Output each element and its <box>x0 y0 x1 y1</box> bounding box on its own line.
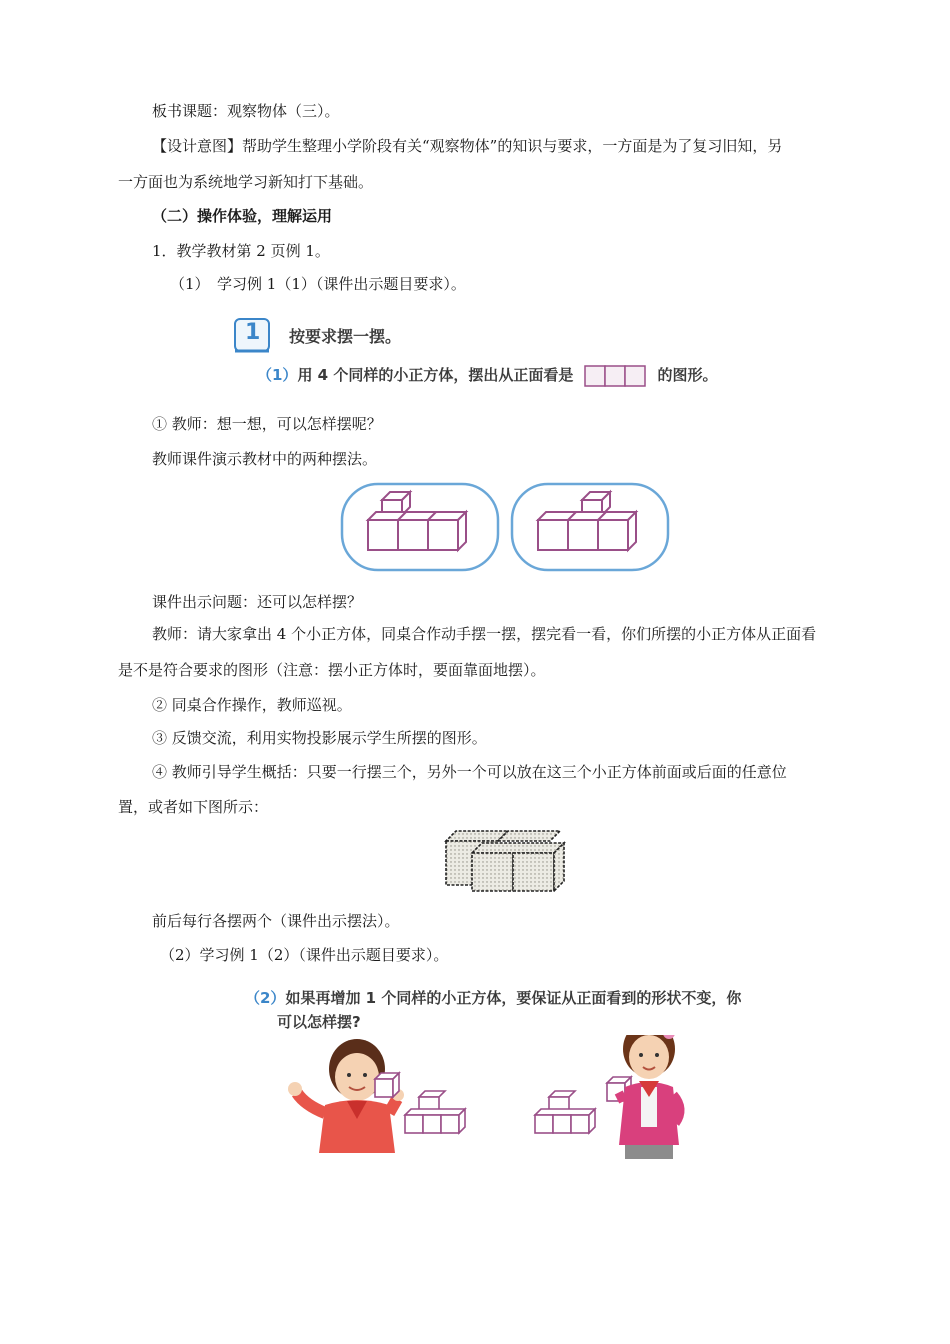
teacher-instruction-line-1: 教师：请大家拿出 4 个小正方体，同桌合作动手摆一摆，摆完看一看，你们所摆的小正方体从正面看 <box>152 625 817 643</box>
two-rows-cubes-figure <box>442 825 568 895</box>
question-number: （1） <box>257 366 298 384</box>
summary-line-1: ④ 教师引导学生概括：只要一行摆三个，另外一个可以放在这三个小正方体前面或后面的任意位 <box>152 763 787 781</box>
girl-table-cubes <box>535 1091 595 1133</box>
example-number: 1 <box>245 320 261 345</box>
held-cube-boy <box>375 1073 399 1097</box>
substep-1-line: （1） 学习例 1（1）（课件出示题目要求）。 <box>170 275 466 293</box>
front-view-three-squares-icon <box>584 365 646 387</box>
two-arrangements-figure <box>340 482 670 574</box>
design-intent-line-1: 【设计意图】帮助学生整理小学阶段有关“观察物体”的知识与要求，一方面是为了复习旧知，另 <box>152 137 783 155</box>
pair-work-line: ② 同桌合作操作，教师巡视。 <box>152 696 352 714</box>
feedback-line: ③ 反馈交流，利用实物投影展示学生所摆的图形。 <box>152 729 487 747</box>
summary-line-2: 置，或者如下图所示： <box>118 798 269 816</box>
teacher-demo-line: 教师课件演示教材中的两种摆法。 <box>152 450 378 468</box>
children-with-cubes-illustration <box>245 1035 765 1160</box>
substep-2-line: （2）学习例 1（2）（课件出示题目要求）。 <box>160 946 449 964</box>
textbook-example-header <box>232 314 762 394</box>
courseware-question-line: 课件出示问题：还可以怎样摆？ <box>152 593 363 611</box>
question-2-text: 如果再增加 1 个同样的小正方体，要保证从正面看到的形状不变，你 <box>285 989 742 1007</box>
section-heading: （二）操作体验，理解运用 <box>152 207 333 225</box>
example-2-figure <box>245 985 765 1160</box>
example-question-2-line-2: 可以怎样摆? <box>277 1013 361 1031</box>
step-1-line: 1．教学教材第 2 页例 1。 <box>152 242 330 260</box>
example-question-2-line-1 <box>245 987 741 1008</box>
example-question-1 <box>257 364 718 386</box>
example-title: 按要求摆一摆。 <box>289 327 402 346</box>
boy-table-cubes <box>405 1091 465 1133</box>
teacher-instruction-line-2: 是不是符合要求的图形（注意：摆小正方体时，要面靠面地摆）。 <box>118 661 546 679</box>
question-2-number: （2） <box>245 989 286 1007</box>
question-text-before: 用 4 个同样的小正方体，摆出从正面看是 <box>297 366 574 384</box>
teacher-prompt-line: ① 教师：想一想，可以怎样摆呢？ <box>152 415 382 433</box>
question-text-after: 的图形。 <box>657 366 718 384</box>
design-intent-line-2: 一方面也为系统地学习新知打下基础。 <box>118 173 374 191</box>
arrangement-note-line: 前后每行各摆两个（课件出示摆法）。 <box>152 912 400 930</box>
girl-illustration <box>617 1035 680 1159</box>
lesson-title-line: 板书课题：观察物体（三）。 <box>152 102 340 120</box>
